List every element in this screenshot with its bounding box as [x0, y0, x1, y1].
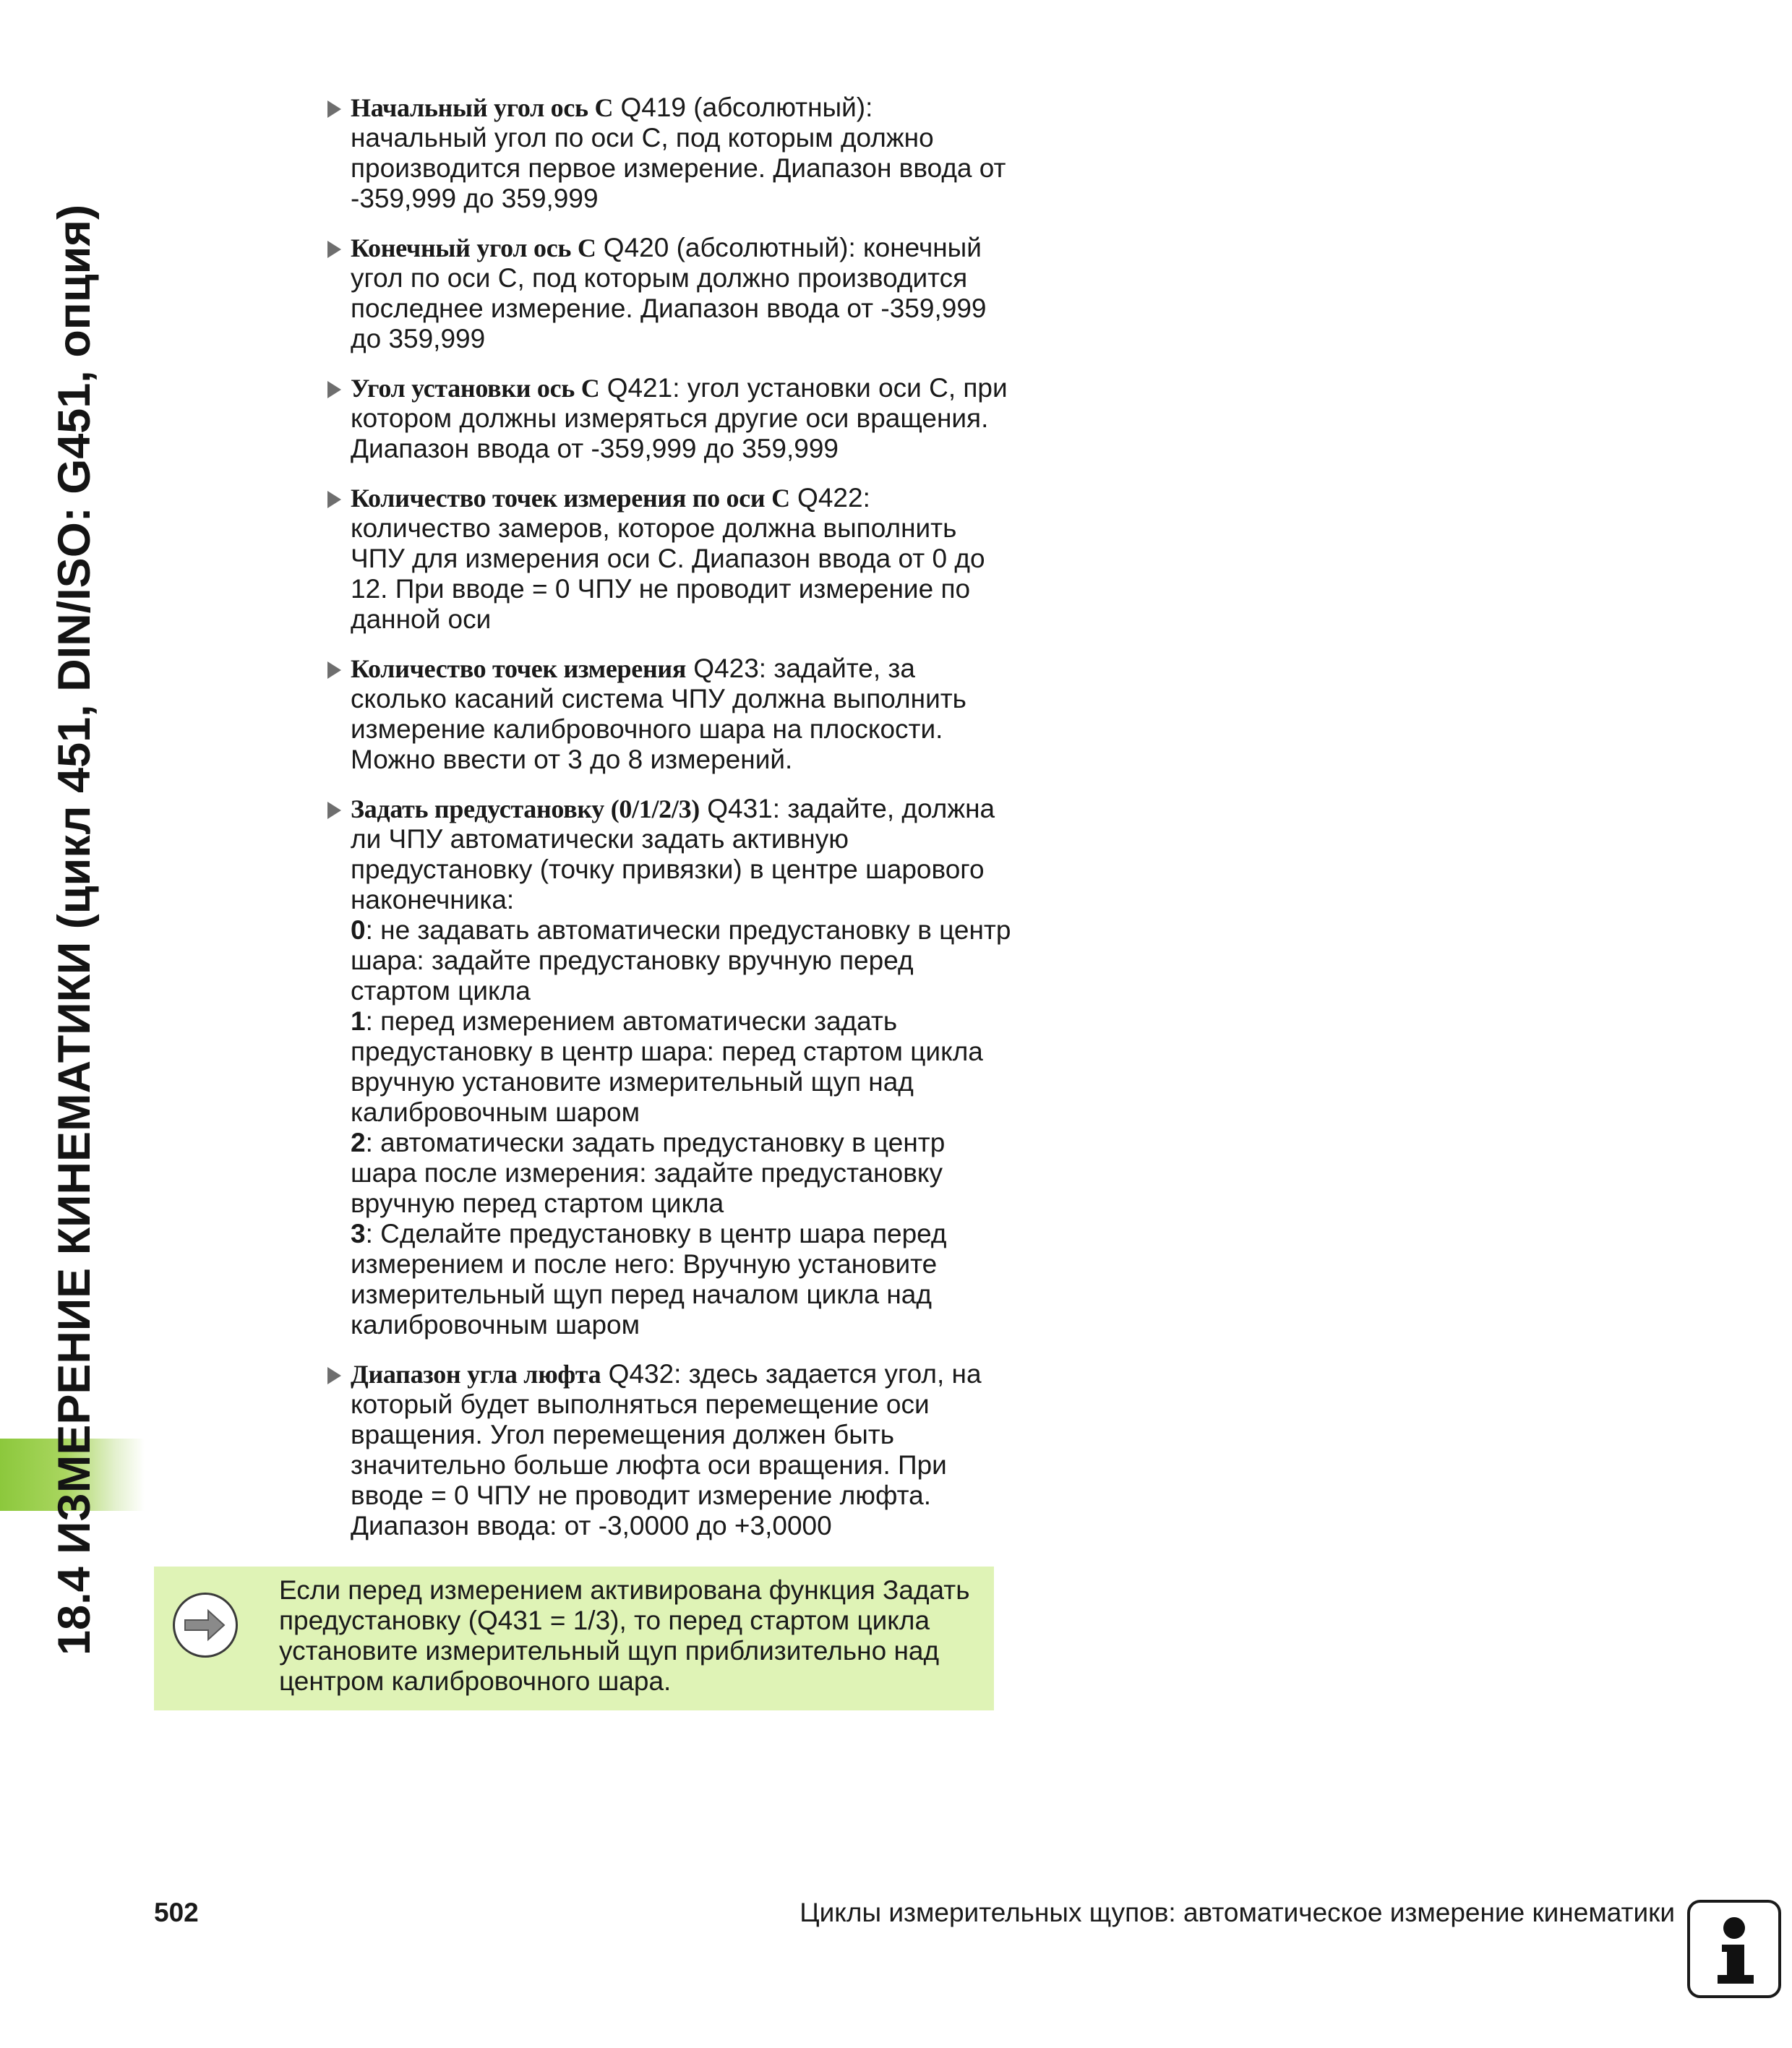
- param-description: Q432: здесь задается угол, на который будет выполняться перемещение оси вращения. Угол перемещения должен быть значительно больше люфта оси вращения. При вводе = 0 ЧПУ не проводит измерение люфта. Диапазон ввода: от -3,0000 до +3,0000: [351, 1359, 982, 1541]
- option-text: : автоматически задать предустановку в центр шара после измерения: задайте предустановку вручную перед стартом цикла: [351, 1128, 946, 1218]
- option-2: [351, 1128, 1016, 1219]
- param-description: Q423: задайте, за сколько касаний система ЧПУ должна выполнить измерение калибровочного шара на плоскости. Можно ввести от 3 до 8 измерений.: [351, 654, 966, 774]
- param-q420: [322, 233, 1016, 354]
- param-description: Q420 (абсолютный): конечный угол по оси C, под которым должно производится последнее измерение. Диапазон ввода от -359,999 до 359,999: [351, 233, 987, 354]
- bullet-triangle-icon: [327, 802, 341, 819]
- param-q423: [322, 654, 1016, 775]
- option-1: [351, 1006, 1016, 1128]
- bullet-triangle-icon: [327, 100, 341, 118]
- param-description: Q431: задайте, должна ли ЧПУ автоматически задать активную предустановку (точку привязки) в центре шарового наконечника:: [351, 794, 995, 914]
- bullet-triangle-icon: [327, 1367, 341, 1384]
- option-key: 2: [351, 1128, 366, 1157]
- section-title: 18.4 ИЗМЕРЕНИЕ КИНЕМАТИКИ (цикл 451, DIN/ISO: G451, опция): [49, 204, 100, 1655]
- param-q432: [322, 1359, 1016, 1541]
- option-text: : перед измерением автоматически задать предустановку в центр шара: перед стартом цикла вручную установите измерительный щуп над калибровочным шаром: [351, 1006, 983, 1127]
- param-heading: Диапазон угла люфта: [351, 1360, 601, 1389]
- param-heading: Задать предустановку (0/1/2/3): [351, 794, 700, 823]
- param-q421: [322, 373, 1016, 464]
- param-q422: [322, 483, 1016, 635]
- parameter-list: [322, 93, 1016, 1560]
- arrow-right-icon: [173, 1593, 238, 1658]
- bullet-triangle-icon: [327, 241, 341, 258]
- note-text: Если перед измерением активирована функция Задать предустановку (Q431 = 1/3), то перед стартом цикла установите измерительный щуп приблизительно над центром калибровочного шара.: [279, 1575, 970, 1696]
- param-description: Q421: угол установки оси C, при котором должны измеряться другие оси вращения. Диапазон ввода от -359,999 до 359,999: [351, 373, 1008, 463]
- param-heading: Начальный угол ось C: [351, 93, 614, 122]
- info-icon: [1687, 1900, 1781, 1998]
- footer-title: Циклы измерительных щупов: автоматическое измерение кинематики: [799, 1898, 1675, 1927]
- option-key: 3: [351, 1219, 366, 1248]
- bullet-triangle-icon: [327, 381, 341, 398]
- param-heading: Конечный угол ось C: [351, 233, 596, 262]
- option-key: 0: [351, 915, 366, 945]
- param-description: Q419 (абсолютный): начальный угол по оси C, под которым должно производится первое измерение. Диапазон ввода от -359,999 до 359,999: [351, 93, 1006, 213]
- option-key: 1: [351, 1006, 366, 1036]
- param-heading: Угол установки ось C: [351, 374, 600, 403]
- page-number: 502: [154, 1898, 199, 1927]
- param-q431: [322, 794, 1016, 1340]
- option-0: [351, 915, 1016, 1006]
- bullet-triangle-icon: [327, 661, 341, 679]
- param-description: Q422: количество замеров, которое должна выполнить ЧПУ для измерения оси C. Диапазон ввода от 0 до 12. При вводе = 0 ЧПУ не проводит измерение по данной оси: [351, 483, 985, 634]
- note-box: [154, 1567, 994, 1710]
- option-text: : не задавать автоматически предустановку в центр шара: задайте предустановку вручную перед стартом цикла: [351, 915, 1011, 1006]
- param-heading: Количество точек измерения по оси C: [351, 484, 790, 513]
- option-3: [351, 1219, 1016, 1340]
- param-heading: Количество точек измерения: [351, 654, 687, 683]
- bullet-triangle-icon: [327, 491, 341, 508]
- param-q419: [322, 93, 1016, 214]
- option-text: : Сделайте предустановку в центр шара перед измерением и после него: Вручную установите измерительный щуп перед началом цикла над калибровочным шаром: [351, 1219, 947, 1340]
